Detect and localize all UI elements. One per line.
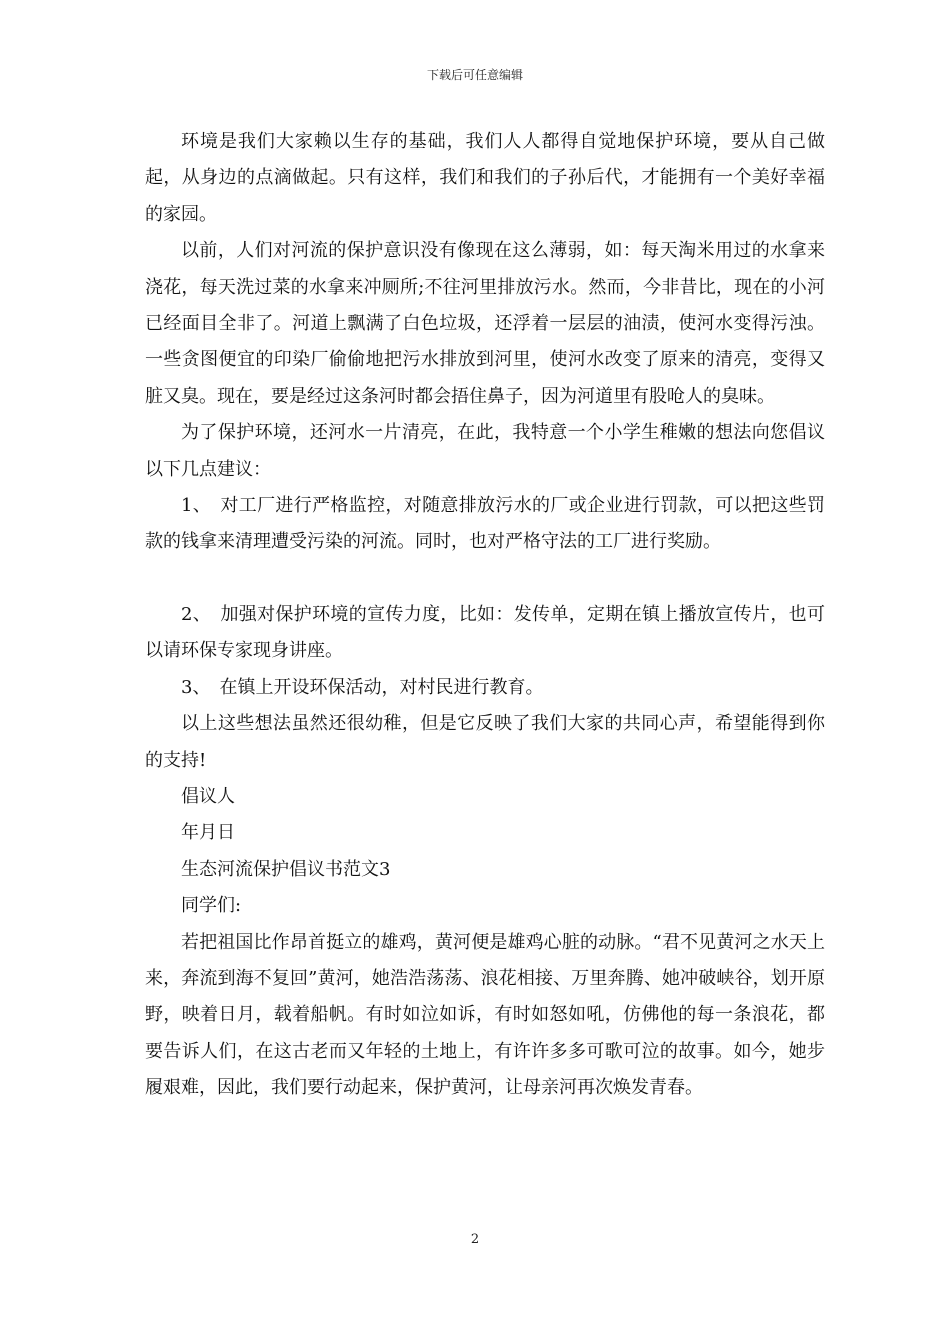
paragraph-past-and-present: 以前，人们对河流的保护意识没有像现在这么薄弱，如：每天淘米用过的水拿来浇花，每天洗过菜的水拿来冲厕所;不往河里排放污水。然而，今非昔比，现在的小河已经面目全非了。河道上飘满了白色垃圾，还浮着一层层的油渍，使河水变得污浊。一些贪图便宜的印染厂偷偷地把污水排放到河里，使河水改变了原来的清亮，变得又脏又臭。现在，要是经过这条河时都会捂住鼻子，因为河道里有股呛人的臭味。: [145, 240, 825, 407]
paragraph-closing: 以上这些想法虽然还很幼稚，但是它反映了我们大家的共同心声，希望能得到你的支持!: [145, 713, 825, 771]
paragraph-yellow-river: 若把祖国比作昂首挺立的雄鸡，黄河便是雄鸡心脏的动脉。“君不见黄河之水天上来，奔流到海不复回”黄河，她浩浩荡荡、浪花相接、万里奔腾、她冲破峡谷，划开原野，映着日月，载着船帆。有时如泣如诉，有时如怒如吼，仿佛他的每一条浪花，都要告诉人们，在这古老而又年轻的土地上，有许许多多可歌可泣的故事。如今，她步履艰难，因此，我们要行动起来，保护黄河，让母亲河再次焕发青春。: [145, 931, 825, 1099]
signature-proposer: 倡议人: [181, 785, 235, 807]
proposal-item-1: 1、 对工厂进行严格监控，对随意排放污水的厂或企业进行罚款，可以把这些罚款的钱拿来清理遭受污染的河流。同时，也对严格守法的工厂进行奖励。: [145, 495, 825, 553]
document-body: [145, 124, 825, 1107]
section-title: 生态河流保护倡议书范文3: [181, 858, 391, 880]
signature-date: 年月日: [181, 822, 235, 844]
page-number: 2: [470, 1232, 480, 1247]
proposal-item-3: 3、 在镇上开设环保活动，对村民进行教育。: [181, 676, 544, 698]
proposal-item-2: 2、 加强对保护环境的宣传力度，比如：发传单，定期在镇上播放宣传片，也可以请环保专家现身讲座。: [145, 603, 825, 662]
salutation: 同学们:: [181, 895, 242, 917]
paragraph-proposal-lead: 为了保护环境，还河水一片清亮，在此，我特意一个小学生稚嫩的想法向您倡议以下几点建议：: [145, 422, 825, 480]
paragraph-intro: 环境是我们大家赖以生存的基础，我们人人都得自觉地保护环境，要从自己做起，从身边的点滴做起。只有这样，我们和我们的子孙后代，才能拥有一个美好幸福的家园。: [145, 131, 825, 225]
page-header: 下载后可任意编辑: [426, 68, 523, 82]
